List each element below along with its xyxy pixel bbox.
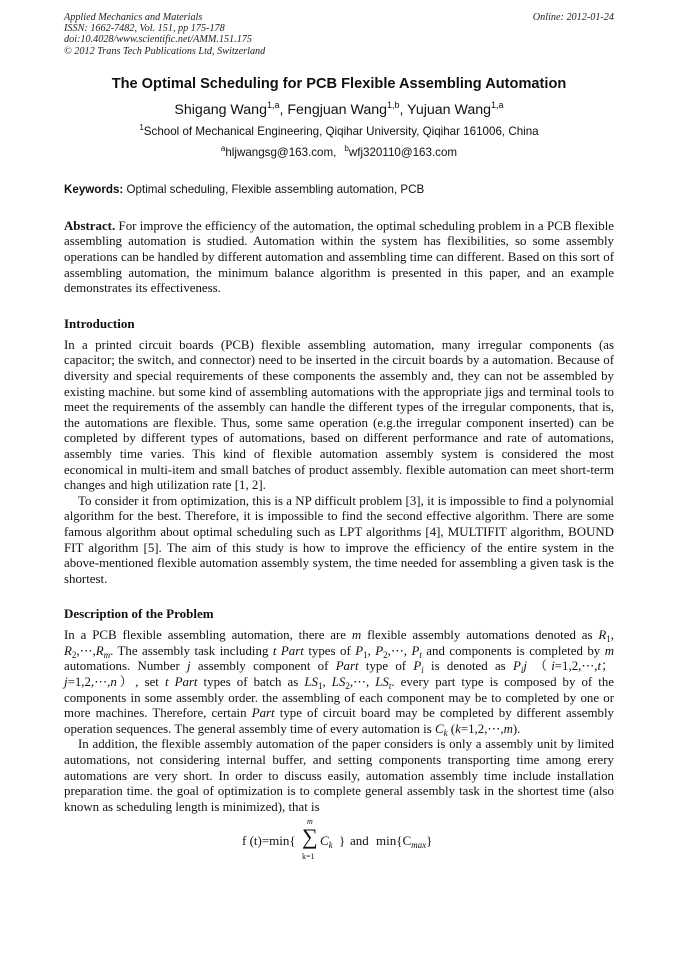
formula-lhs: f (t)=min{ — [242, 833, 296, 849]
intro-paragraph-2: To consider it from optimization, this is a NP difficult problem [3], it is impossible to find a polynomial algorithm for the best. Therefore, it is impossible to find the second effective algorithm. There are some famous algorithm about optimal scheduling such as LPT algorithms [4], MULTIFIT algorithm, BOUND FIT algorithm [5]. The aim of this study is how to improve the efficiency of the entire system in the above-mentioned flexible automation assembly system, the time needed for assembling a given task is the shortest. — [64, 493, 614, 586]
abstract — [64, 219, 614, 297]
section-heading-introduction: Introduction — [64, 315, 135, 331]
copyright-line: © 2012 Trans Tech Publications Ltd, Switzerland — [64, 45, 266, 57]
author-name: Fengjuan Wang — [287, 101, 388, 118]
email-b-sup: b — [344, 143, 349, 153]
section-heading-problem: Description of the Problem — [64, 606, 214, 622]
objective-formula — [64, 817, 614, 862]
formula-close-brace: } — [339, 833, 346, 849]
doi-line: doi:10.4028/www.scientific.net/AMM.151.175 — [64, 34, 252, 46]
paper-title: The Optimal Scheduling for PCB Flexible Assembling Automation — [111, 75, 567, 92]
journal-name: Applied Mechanics and Materials — [64, 12, 203, 23]
intro-paragraph-1: In a printed circuit boards (PCB) flexible assembling automation, many irregular components (as capacitor; the switch, and connector) need to be inserted in the circuit boards by a automation. Because of diversity and special requirements of these components the assembly and, they can not be assembled by existing machine. but some kind of assembling automations with the appropriate jigs and terminal tools to meet the requirements of the assembly can handle the different types of the irregular components, that is, the automations are flexible. Thus, some same operation (e.g.the irregular component inserted) can be completed by different types of automations, based on different performance and rate of automations, assembly time varies. This kind of flexible automation assembly system is considered the most economical in multi-item and small batches of product assembly. flexible automation can meet short-term changes and high utilization rate [1, 2]. — [64, 337, 614, 493]
sum-lower-limit: k=1 — [302, 852, 315, 862]
author-affil-sup: 1,b — [387, 99, 400, 110]
email-a-link[interactable]: hljwangsg@163.com, — [225, 145, 337, 159]
email-line — [64, 143, 614, 159]
formula-term: $C_k$ — [320, 833, 333, 851]
problem-paragraph-2: In addition, the flexible assembly automation of the paper considers is only a assembly unit by limited automations, not considering internal buffer, and setting components transporting time among erery automations are very short. In order to discuss easily, automation assembly time include installation preparation time. the goal of optimization is to complete general assembly task in the shortest time (also known as scheduling length is minimized), that is — [64, 737, 614, 814]
sum-upper-limit: m — [307, 817, 313, 827]
author-affil-sup: 1,a — [491, 99, 504, 110]
author-name: Shigang Wang — [174, 101, 267, 118]
email-b-link[interactable]: wfj320110@163.com — [348, 145, 458, 159]
affiliation-sup: 1 — [139, 122, 144, 132]
affiliation-text: School of Mechanical Engineering, Qiqihar University, Qiqihar 161006, China — [143, 124, 539, 138]
affiliation — [64, 122, 614, 138]
sum-symbol: ∑ — [302, 824, 318, 850]
online-date: Online: 2012-01-24 — [532, 12, 614, 23]
formula-rhs: $\min\{C_{max}\}$ — [376, 833, 433, 851]
keywords — [64, 183, 614, 196]
abstract-label: Abstract. — [64, 218, 116, 233]
email-a-sup: a — [220, 143, 226, 153]
author-affil-sup: 1,a — [266, 99, 280, 110]
keywords-text: Optimal scheduling, Flexible assembling automation, PCB — [126, 182, 425, 196]
journal-header — [64, 12, 614, 57]
issn-line: ISSN: 1662-7482, Vol. 151, pp 175-178 — [64, 23, 225, 35]
author-name: Yujuan Wang — [407, 101, 492, 118]
abstract-text: For improve the efficiency of the automation, the optimal scheduling problem in a PCB flexible assembling automation is studied. Automation within the system has flexibilities, so some assembly operations can be handled by different automation and assembling time can different. Based on this sort of assembling automation, the minimum balance algorithm is presented in this paper, and an example demonstrates its effectiveness. — [64, 218, 614, 296]
formula-and: and — [350, 833, 369, 849]
author-list: Shigang Wang$^{1,a}$, Fengjuan Wang$^{1,b}$, Yujuan Wang$^{1,a}$ — [174, 99, 504, 118]
problem-paragraph-1: In a PCB flexible assembling automation, there are m flexible assembly automations denoted as $R_1$, $R_2,\cdots,R_m$. The assembly task including t Part types of $P_1$, $P_2,\cdots$, $P_t$ and components is completed by m automations. Number j assembly component of Part type of $P_i$ is denoted as $P_ij$ （i=1,2,⋯,t；j=1,2,⋯,n）, set t Part types of batch as $LS_1$, $LS_2,\cdots$, $LS_t$. every part type is composed by of the components in some assembly order. the assembling of each component may be to completed by one or more machines. Therefore, certain Part type of circuit board may be completed by different assembly operation sequences. The general assembly time of every automation is $C_k$ (k=1,2,⋯,m). — [64, 628, 615, 738]
keywords-label: Keywords: — [64, 182, 124, 196]
